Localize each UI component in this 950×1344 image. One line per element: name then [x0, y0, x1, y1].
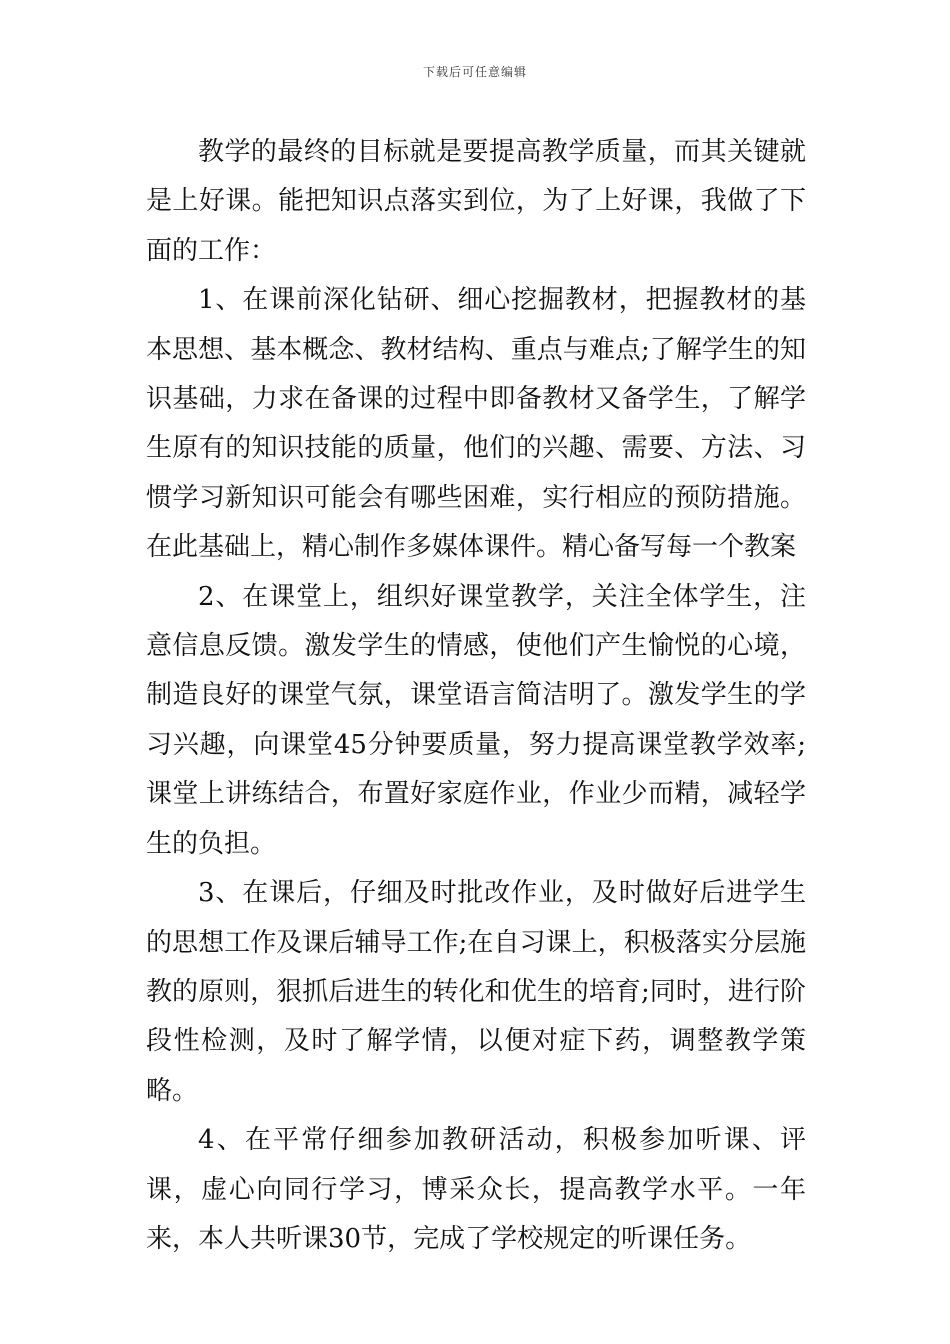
document-body	[146, 128, 806, 1264]
paragraph-item-3: 3、在课后，仔细及时批改作业，及时做好后进学生的思想工作及课后辅导工作;在自习课上，积极落实分层施教的原则，狠抓后进生的转化和优生的培育;同时，进行阶段性检测，及时了解学情，以便对症下药，调整教学策略。	[146, 878, 806, 1106]
paragraph-item-1: 1、在课前深化钻研、细心挖掘教材，把握教材的基本思想、基本概念、教材结构、重点与难点;了解学生的知识基础，力求在备课的过程中即备教材又备学生，了解学生原有的知识技能的质量，他们的兴趣、需要、方法、习惯学习新知识可能会有哪些困难，实行相应的预防措施。在此基础上，精心制作多媒体课件。精心备写每一个教案	[146, 285, 806, 563]
paragraph-item-4: 4、在平常仔细参加教研活动，积极参加听课、评课，虚心向同行学习，博采众长，提高教学水平。一年来，本人共听课30节，完成了学校规定的听课任务。	[146, 1125, 806, 1254]
page-header: 下载后可任意编辑	[422, 65, 527, 79]
paragraph-intro: 教学的最终的目标就是要提高教学质量，而其关键就是上好课。能把知识点落实到位，为了上好课，我做了下面的工作：	[146, 137, 806, 266]
paragraph-item-2: 2、在课堂上，组织好课堂教学，关注全体学生，注意信息反馈。激发学生的情感，使他们产生愉悦的心境，制造良好的课堂气氛，课堂语言简洁明了。激发学生的学习兴趣，向课堂45分钟要质量，努力提高课堂教学效率;课堂上讲练结合，布置好家庭作业，作业少而精，减轻学生的负担。	[146, 581, 806, 859]
